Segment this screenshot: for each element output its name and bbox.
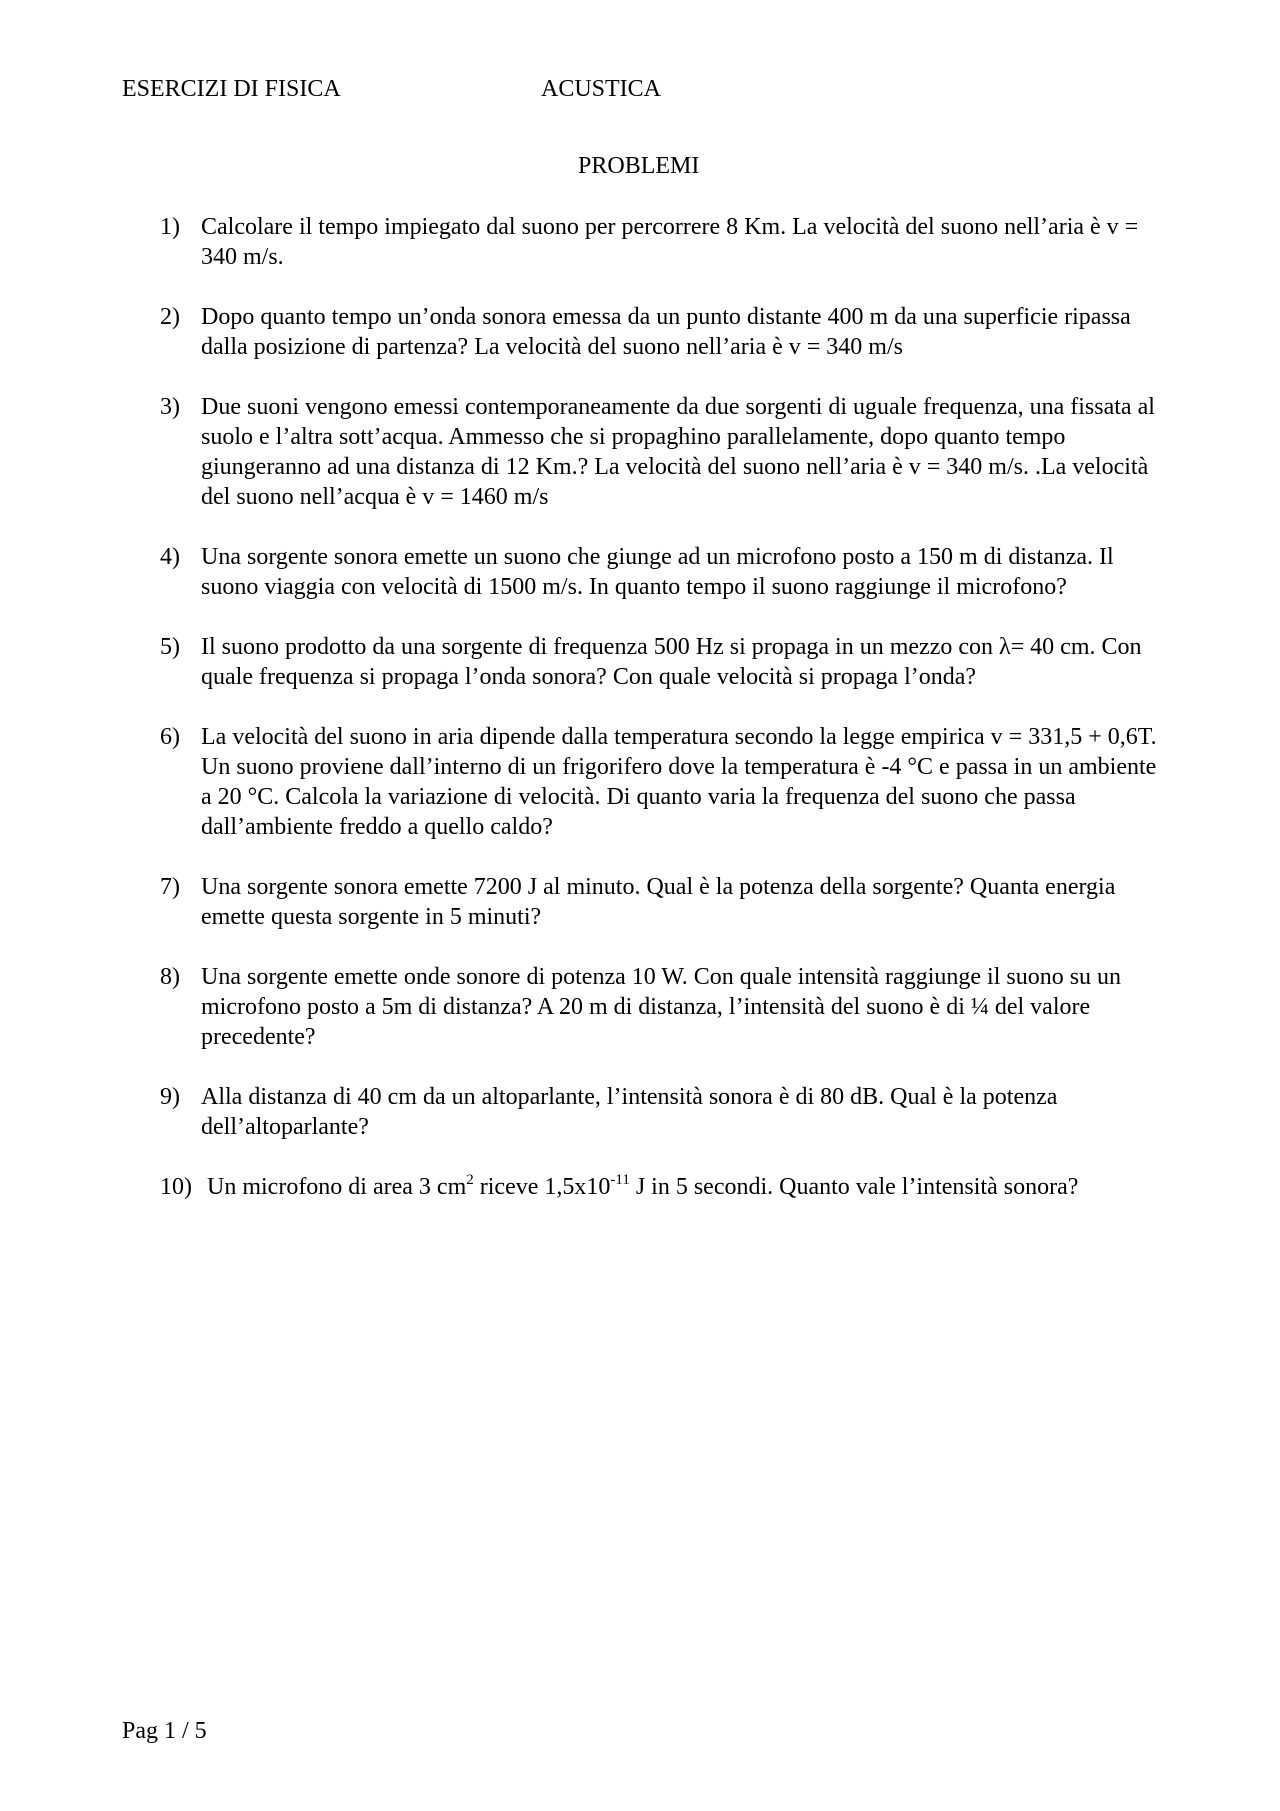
problem-number: 5)	[160, 634, 180, 660]
document-header-course: ESERCIZI DI FISICA	[122, 76, 341, 102]
problem-number: 4)	[160, 544, 180, 570]
document-header-topic: ACUSTICA	[541, 76, 662, 102]
problem-6	[160, 722, 1170, 842]
superscript-exponent: 2	[466, 1172, 474, 1188]
problem-text: Il suono prodotto da una sorgente di frequenza 500 Hz si propaga in un mezzo con λ= 40 cm. Con quale frequenza si propaga l’onda sonora? Con quale velocità si propaga l’onda?	[201, 634, 1142, 690]
problem-number: 7)	[160, 874, 180, 900]
page-number: Pag 1 / 5	[122, 1718, 207, 1744]
problem-text: Una sorgente emette onde sonore di potenza 10 W. Con quale intensità raggiunge il suono su un microfono posto a 5m di distanza? A 20 m di distanza, l’intensità del suono è di ¼ del valore precedente?	[201, 964, 1122, 1050]
problem-text: Alla distanza di 40 cm da un altoparlante, l’intensità sonora è di 80 dB. Qual è la potenza dell’altoparlante?	[201, 1084, 1058, 1140]
superscript-exponent: -11	[610, 1172, 630, 1188]
problem-number: 6)	[160, 724, 180, 750]
problem-9	[160, 1082, 1170, 1142]
problem-5	[160, 632, 1170, 692]
problem-text-part3: J in 5 secondi. Quanto vale l’intensità sonora?	[629, 1174, 1079, 1200]
problem-3	[160, 392, 1170, 512]
problem-2	[160, 302, 1170, 362]
problem-number: 8)	[160, 964, 180, 990]
section-title: PROBLEMI	[578, 153, 700, 179]
problem-number: 3)	[160, 394, 180, 420]
problem-list	[160, 212, 1170, 1232]
problem-number: 10)	[160, 1174, 192, 1200]
problem-8	[160, 962, 1170, 1052]
problem-number: 1)	[160, 214, 180, 240]
problem-1	[160, 212, 1170, 272]
problem-text-part2: riceve 1,5x10	[473, 1174, 611, 1200]
problem-text: Dopo quanto tempo un’onda sonora emessa da un punto distante 400 m da una superficie ripassa dalla posizione di partenza? La velocità del suono nell’aria è v = 340 m/s	[201, 304, 1131, 360]
problem-text: Calcolare il tempo impiegato dal suono per percorrere 8 Km. La velocità del suono nell’aria è v = 340 m/s.	[201, 214, 1139, 270]
problem-text: Una sorgente sonora emette 7200 J al minuto. Qual è la potenza della sorgente? Quanta energia emette questa sorgente in 5 minuti?	[201, 874, 1116, 930]
problem-text: La velocità del suono in aria dipende dalla temperatura secondo la legge empirica v = 331,5 + 0,6T. Un suono proviene dall’interno di un frigorifero dove la temperatura è -4 °C e passa in un ambiente a 20 °C. Calcola la variazione di velocità. Di quanto varia la frequenza del suono che passa dall’ambiente freddo a quello caldo?	[201, 724, 1157, 840]
problem-7	[160, 872, 1170, 932]
problem-number: 2)	[160, 304, 180, 330]
problem-4	[160, 542, 1170, 602]
problem-text: Una sorgente sonora emette un suono che giunge ad un microfono posto a 150 m di distanza. Il suono viaggia con velocità di 1500 m/s. In quanto tempo il suono raggiunge il microfono?	[201, 544, 1114, 600]
problem-text-part1: Un microfono di area 3 cm	[207, 1174, 467, 1200]
problem-text: Due suoni vengono emessi contemporaneamente da due sorgenti di uguale frequenza, una fissata al suolo e l’altra sott’acqua. Ammesso che si propaghino parallelamente, dopo quanto tempo giungeranno ad una distanza di 12 Km.? La velocità del suono nell’aria è v = 340 m/s. .La velocità del suono nell’acqua è v = 1460 m/s	[201, 394, 1155, 510]
problem-number: 9)	[160, 1084, 180, 1110]
problem-10	[160, 1172, 1170, 1202]
